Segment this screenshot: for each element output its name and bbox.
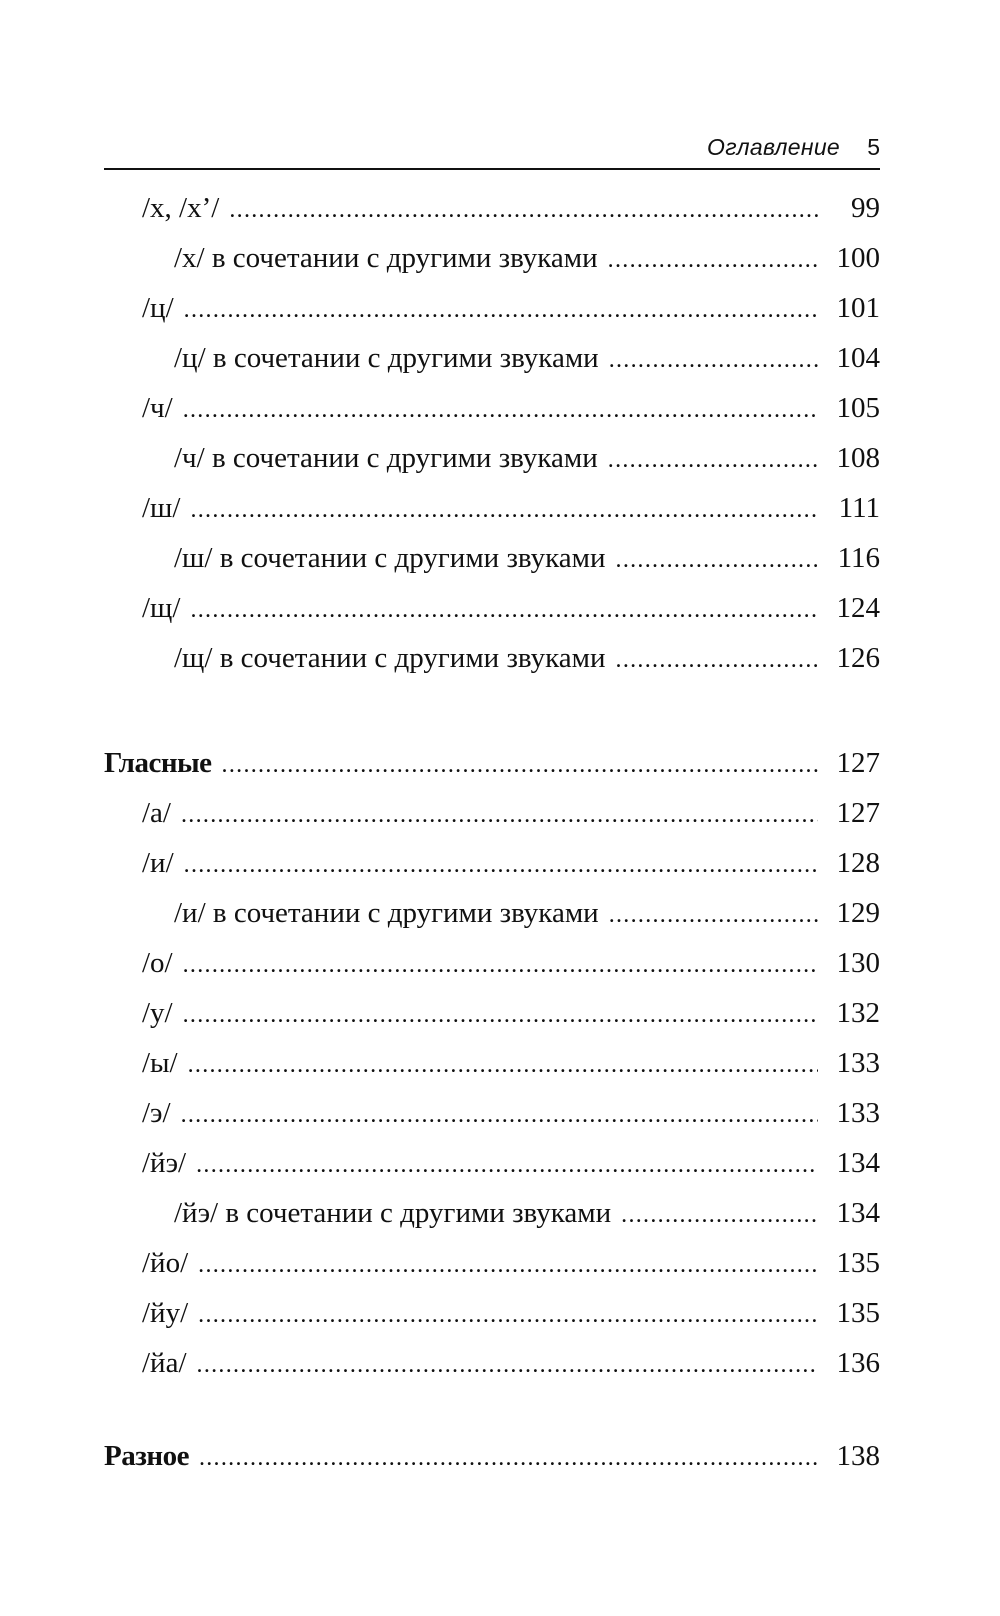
toc-leader-dots xyxy=(184,845,818,885)
toc-entry-label: /ч/ в сочетании с другими звуками xyxy=(174,442,598,474)
toc-leader-dots xyxy=(181,1095,818,1135)
toc-entry-label: /щ/ в сочетании с другими звуками xyxy=(174,642,606,674)
toc-entry-page: 135 xyxy=(836,1297,880,1329)
toc-entry-page: 108 xyxy=(836,442,880,474)
toc-entry[interactable] xyxy=(104,288,880,328)
toc-entry-label: /э/ xyxy=(142,1097,171,1129)
toc-entry[interactable] xyxy=(104,338,880,378)
toc-entry-label: /йо/ xyxy=(142,1247,189,1279)
toc-section-misc[interactable] xyxy=(104,1436,880,1476)
toc-entry-label: /ц/ xyxy=(142,292,174,324)
toc-entry[interactable] xyxy=(104,1193,880,1233)
toc-entry-page: 100 xyxy=(836,242,880,274)
toc-leader-dots xyxy=(196,1145,818,1185)
toc-leader-dots xyxy=(183,945,818,985)
toc-entry-label: /ш/ в сочетании с другими звуками xyxy=(174,542,606,574)
toc-entry-label: /х, /х’/ xyxy=(142,192,220,224)
toc-entry-page: 134 xyxy=(836,1147,880,1179)
toc-entry[interactable] xyxy=(104,1343,880,1383)
toc-entry-page: 105 xyxy=(836,392,880,424)
toc-entry-label: /йу/ xyxy=(142,1297,189,1329)
toc-entry-page: 124 xyxy=(836,592,880,624)
toc-leader-dots xyxy=(198,1295,818,1335)
toc-entry[interactable] xyxy=(104,1293,880,1333)
toc-entry-page: 116 xyxy=(837,542,880,574)
toc-leader-dots xyxy=(190,590,818,630)
toc-entry-label: /у/ xyxy=(142,997,173,1029)
toc-entry-label: /ш/ xyxy=(142,492,181,524)
toc-entry[interactable] xyxy=(104,588,880,628)
toc-section-label: Разное xyxy=(104,1440,189,1472)
toc-entry[interactable] xyxy=(104,793,880,833)
toc-section-label: Гласные xyxy=(104,747,212,779)
toc-leader-dots xyxy=(608,440,818,480)
toc-leader-dots xyxy=(183,390,818,430)
toc-entry-label: /х/ в сочетании с другими звуками xyxy=(174,242,598,274)
toc-entry-label: /йэ/ в сочетании с другими звуками xyxy=(174,1197,612,1229)
toc-leader-dots xyxy=(183,995,818,1035)
toc-leader-dots xyxy=(621,1195,818,1235)
toc-entry[interactable] xyxy=(104,943,880,983)
toc-leader-dots xyxy=(188,1045,818,1085)
toc-entry[interactable] xyxy=(104,1243,880,1283)
toc-leader-dots xyxy=(616,540,818,580)
toc-entry-page: 133 xyxy=(836,1047,880,1079)
toc-leader-dots xyxy=(197,1345,818,1385)
toc-leader-dots xyxy=(190,490,818,530)
toc-entry-page: 134 xyxy=(836,1197,880,1229)
toc-entry-page: 136 xyxy=(836,1347,880,1379)
toc-entry-page: 101 xyxy=(836,292,880,324)
toc-leader-dots xyxy=(222,745,818,785)
toc-entry-page: 127 xyxy=(836,797,880,829)
toc-leader-dots xyxy=(184,290,818,330)
toc-entry[interactable] xyxy=(104,843,880,883)
toc-entry[interactable] xyxy=(104,893,880,933)
header-title: Оглавление xyxy=(707,134,840,160)
toc-entry-page: 130 xyxy=(836,947,880,979)
toc-entry-page: 129 xyxy=(836,897,880,929)
toc-entry-label: /ы/ xyxy=(142,1047,178,1079)
toc-leader-dots xyxy=(198,1245,818,1285)
toc-leader-dots xyxy=(199,1438,818,1478)
toc-entry-page: 135 xyxy=(836,1247,880,1279)
toc-entry-page: 104 xyxy=(836,342,880,374)
toc-section-vowels[interactable] xyxy=(104,743,880,783)
toc-entry[interactable] xyxy=(104,188,880,228)
toc-entry[interactable] xyxy=(104,538,880,578)
toc-entry-label: /щ/ xyxy=(142,592,181,624)
toc-leader-dots xyxy=(616,640,818,680)
toc-entry-page: 111 xyxy=(838,492,880,524)
running-header xyxy=(104,128,880,170)
toc-entry-label: /о/ xyxy=(142,947,173,979)
toc-entry-label: /ч/ xyxy=(142,392,173,424)
toc-entry-page: 127 xyxy=(836,747,880,779)
toc-entry[interactable] xyxy=(104,488,880,528)
toc-entry[interactable] xyxy=(104,388,880,428)
toc-leader-dots xyxy=(609,895,818,935)
toc-entry-page: 126 xyxy=(836,642,880,674)
toc-entry[interactable] xyxy=(104,993,880,1033)
toc-entry[interactable] xyxy=(104,438,880,478)
toc-entry-label: /а/ xyxy=(142,797,171,829)
toc-entry[interactable] xyxy=(104,1043,880,1083)
toc-entry-label: /йэ/ xyxy=(142,1147,187,1179)
toc-entry-page: 138 xyxy=(836,1440,880,1472)
toc-leader-dots xyxy=(608,240,818,280)
header-page-number: 5 xyxy=(867,134,880,160)
toc-entry[interactable] xyxy=(104,1093,880,1133)
toc-leader-dots xyxy=(609,340,818,380)
toc-entry[interactable] xyxy=(104,238,880,278)
toc-entry-page: 132 xyxy=(836,997,880,1029)
toc-entry[interactable] xyxy=(104,1143,880,1183)
toc-entry-page: 128 xyxy=(836,847,880,879)
toc-leader-dots xyxy=(181,795,818,835)
toc-entry-label: /и/ xyxy=(142,847,174,879)
toc-entry-label: /йа/ xyxy=(142,1347,187,1379)
toc-entry-page: 133 xyxy=(836,1097,880,1129)
toc-entry-label: /ц/ в сочетании с другими звуками xyxy=(174,342,599,374)
toc-entry[interactable] xyxy=(104,638,880,678)
toc-entry-page: 99 xyxy=(851,192,880,224)
toc-entry-label: /и/ в сочетании с другими звуками xyxy=(174,897,599,929)
toc-leader-dots xyxy=(229,190,818,230)
